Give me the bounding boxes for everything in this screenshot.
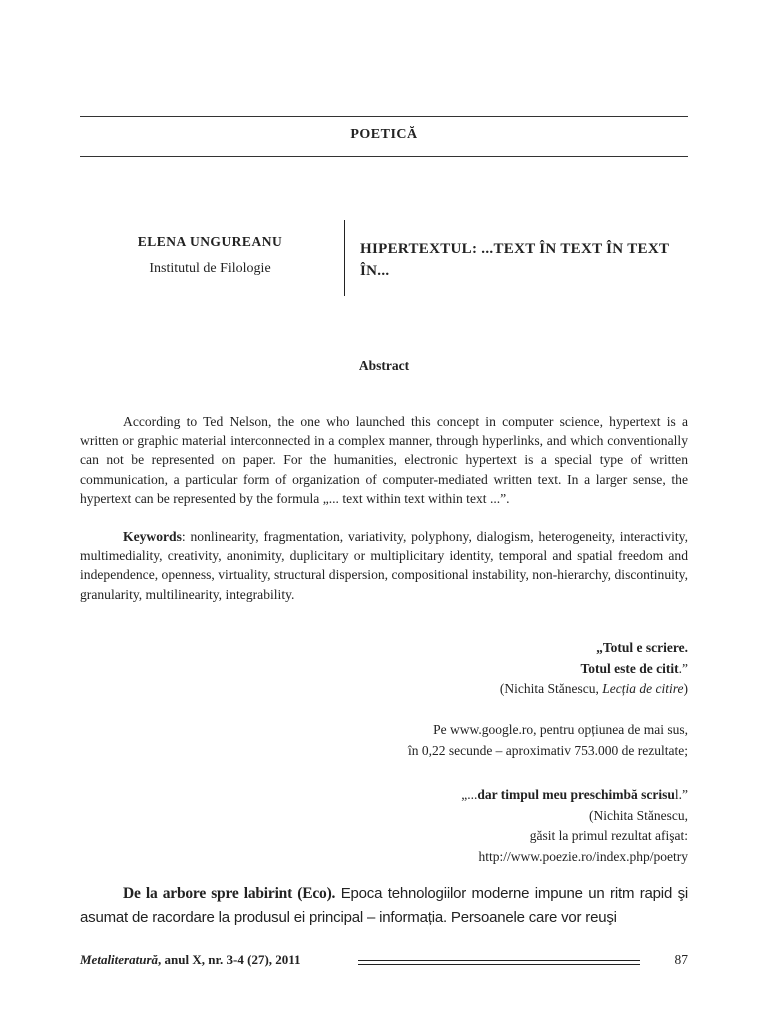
epigraph-work-title: Lecția de citire (602, 681, 684, 696)
paper-title: HIPERTEXTUL: ...TEXT ÎN TEXT ÎN TEXT ÎN... (360, 241, 669, 279)
keywords-label: Keywords (123, 529, 182, 544)
epigraph-line-end: .” (678, 660, 688, 676)
header-bottom-rule (80, 156, 688, 157)
epigraph-attribution: (Nichita Stănescu, (499, 681, 603, 696)
epigraph-line: Totul este de citit (580, 660, 679, 676)
abstract-text: According to Ted Nelson, the one who launched this concept in computer science, hypertext is a written or graphic material interconnected in a complex manner, through hyperlinks, and which conventionally can not be represented on paper. For the humanities, electronic hypertext is a special type of written communication, a particular form of organization of computer-mediated written text. In a larger sense, the hypertext can be represented by the formula „... text within text within text ...”. (80, 414, 688, 506)
section-heading: POETICĂ (350, 127, 418, 142)
epigraph-line: dar timpul meu preschimbă scrisu (477, 787, 675, 802)
epigraph-stanescu-1 (248, 638, 688, 700)
epigraph-url: http://www.poezie.ro/index.php/poetry (478, 848, 688, 864)
author-institution: Institutul de Filologie (149, 261, 271, 276)
body-text: Epoca tehnologiilor moderne impune un ritm rapid şi asumat de racordare la produsul ei principal – informația. Persoanele care vor reuşi (80, 885, 688, 926)
keywords-paragraph (80, 527, 688, 604)
epigraph-open-quote: „... (461, 787, 478, 802)
body-paragraph (80, 882, 688, 930)
journal-issue: , anul X, nr. 3-4 (27), 2011 (158, 952, 301, 967)
epigraph-stanescu-2 (248, 785, 688, 867)
author-block (110, 234, 310, 277)
epigraph-attribution: găsit la primul rezultat afişat: (529, 828, 688, 843)
page-number: 87 (674, 952, 688, 967)
epigraph-line: „Totul e scriere. (596, 640, 688, 655)
subsection-lead: De la arbore spre labirint (Eco). (123, 885, 336, 902)
keywords-list: : nonlinearity, fragmentation, variativity, polyphony, dialogism, heterogeneity, interactivity, multimediality, creativity, anonimity, duplicitary or multiplicitary identity, temporal and spatial freedom and independence, openness, virtuality, structural dispersion, compositional instability, non-hierarchy, discontinuity, granularity, multilinearity, integrability. (80, 529, 688, 602)
journal-name: Metaliteratură (80, 952, 159, 967)
title-divider (344, 220, 345, 296)
epigraph-attribution-end: ) (683, 681, 688, 696)
epigraph-line: în 0,22 secunde – aproximativ 753.000 de rezultate; (407, 742, 688, 758)
epigraph-line-end: l.” (674, 787, 688, 802)
footer-journal (80, 952, 301, 968)
epigraph-line: Pe www.google.ro, pentru opțiunea de mai sus, (433, 722, 688, 737)
epigraph-google (248, 720, 688, 761)
footer-rules (358, 960, 640, 968)
epigraph-attribution: (Nichita Stănescu, (589, 807, 688, 823)
abstract-heading: Abstract (358, 358, 410, 373)
author-name: ELENA UNGUREANU (137, 234, 283, 249)
header-top-rule (80, 116, 688, 117)
